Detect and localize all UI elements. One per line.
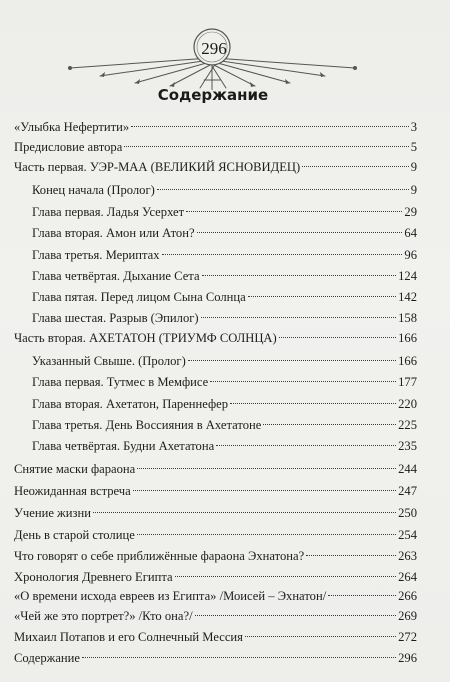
dot-leader [93,512,396,513]
toc-entry [32,267,417,285]
toc-entry-page: 158 [398,311,417,325]
toc-entry [32,373,417,391]
toc-entry [32,288,417,306]
toc-entry [14,460,417,478]
toc-entry-title: Часть вторая. АХЕТАТОН (ТРИУМФ СОЛНЦА) [14,331,277,345]
toc-part-entry [14,158,417,176]
toc-entry-page: 296 [398,651,417,665]
toc-entry-page: 177 [398,375,417,389]
toc-entry-page: 250 [398,506,417,520]
toc-entry-title: Учение жизни [14,506,91,520]
toc-entry-page: 166 [398,354,417,368]
toc-entry-page: 235 [398,439,417,453]
dot-leader [137,534,396,535]
toc-entry-title: Что говорят о себе приближённые фараона Эхнатона? [14,549,305,563]
toc-entry [14,138,417,156]
toc-entry-title: Глава первая. Ладья Усерхет [32,205,185,219]
toc-entry-page: 220 [398,397,417,411]
dot-leader [133,490,396,491]
toc-entry-page: 272 [398,630,417,644]
dot-leader [279,337,396,338]
toc-entry-page: 29 [404,205,417,219]
page-number: 296 [201,39,227,58]
toc-entry [32,309,417,327]
dot-leader [186,211,402,212]
toc-entry-title: Хронология Древнего Египта [14,570,173,584]
toc-entry-page: 244 [398,462,417,476]
toc-entry-page: 142 [398,290,417,304]
toc-entry [32,437,417,455]
dot-leader [210,381,396,382]
toc-entry-title: Глава шестая. Разрыв (Эпилог) [32,311,199,325]
toc-entry [32,395,417,413]
toc-entry [14,628,417,646]
toc-entry-page: 254 [398,528,417,542]
toc-entry [32,203,417,221]
toc-entry-title: Глава четвёртая. Дыхание Сета [32,269,200,283]
toc-entry-title: Снятие маски фараона [14,462,136,476]
dot-leader [195,615,397,616]
dot-leader [202,275,397,276]
dot-leader [197,232,403,233]
toc-entry [32,352,417,370]
dot-leader [137,468,396,469]
toc-entry-page: 5 [410,140,417,154]
dot-leader [245,636,396,637]
toc-entry-page: 225 [398,418,417,432]
dot-leader [131,126,409,127]
toc-entry-page: 263 [398,549,417,563]
dot-leader [157,189,409,190]
toc-entry-page: 9 [410,160,417,174]
toc-entry-title: Глава четвёртая. Будни Ахетатона [32,439,215,453]
toc-entry-title: «Улыбка Нефертити» [14,120,130,134]
toc-entry-page: 96 [404,248,417,262]
toc-entry-page: 269 [398,609,417,623]
toc-entry-title: Указанный Свыше. (Пролог) [32,354,186,368]
toc-entry-title: Глава третья. Мериптах [32,248,160,262]
dot-leader [302,166,409,167]
toc-part-entry [14,329,417,347]
toc-entry [14,504,417,522]
toc-entry [14,587,417,605]
dot-leader [124,146,408,147]
toc-entry [14,482,417,500]
toc-entry [14,118,417,136]
dot-leader [230,403,396,404]
toc-entry-page: 247 [398,484,417,498]
toc-entry [14,649,417,667]
toc-entry-title: Глава пятая. Перед лицом Сына Солнца [32,290,246,304]
toc-entry [14,607,417,625]
toc-entry-title: День в старой столице [14,528,135,542]
toc-entry-title: Глава первая. Тутмес в Мемфисе [32,375,209,389]
toc-entry-page: 124 [398,269,417,283]
toc-entry-page: 3 [410,120,417,134]
toc-entry-title: Предисловие автора [14,140,123,154]
toc-entry-page: 264 [398,570,417,584]
toc-entry-title: Михаил Потапов и его Солнечный Мессия [14,630,243,644]
toc-entry [32,224,417,242]
toc-entry-page: 166 [398,331,417,345]
toc-entry [14,547,417,565]
toc-entry-title: Глава третья. День Воссияния в Ахетатоне [32,418,262,432]
dot-leader [162,254,403,255]
toc-entry-title: Глава вторая. Амон или Атон? [32,226,195,240]
toc-entry-page: 64 [404,226,417,240]
dot-leader [188,360,396,361]
toc-entry [32,181,417,199]
toc-entry-title: Глава вторая. Ахетатон, Пареннефер [32,397,229,411]
dot-leader [201,317,397,318]
dot-leader [82,657,396,658]
dot-leader [248,296,396,297]
toc-heading: Содержание [157,86,269,104]
dot-leader [306,555,396,556]
toc-entry-title: Содержание [14,651,80,665]
toc-entry-page: 266 [398,589,417,603]
toc-entry-title: Неожиданная встреча [14,484,131,498]
toc-entry [32,246,417,264]
dot-leader [328,595,396,596]
dot-leader [263,424,396,425]
toc-entry-title: «Чей же это портрет?» /Кто она?/ [14,609,193,623]
toc-entry-title: Часть первая. УЭР-МАА (ВЕЛИКИЙ ЯСНОВИДЕЦ) [14,160,301,174]
dot-leader [216,445,396,446]
toc-entry-title: «О времени исхода евреев из Египта» /Моисей – Эхнатон/ [14,589,327,603]
dot-leader [175,576,396,577]
toc-entry-page: 9 [410,183,417,197]
toc-entry [14,568,417,586]
toc-entry [32,416,417,434]
toc-entry [14,526,417,544]
toc-entry-title: Конец начала (Пролог) [32,183,155,197]
